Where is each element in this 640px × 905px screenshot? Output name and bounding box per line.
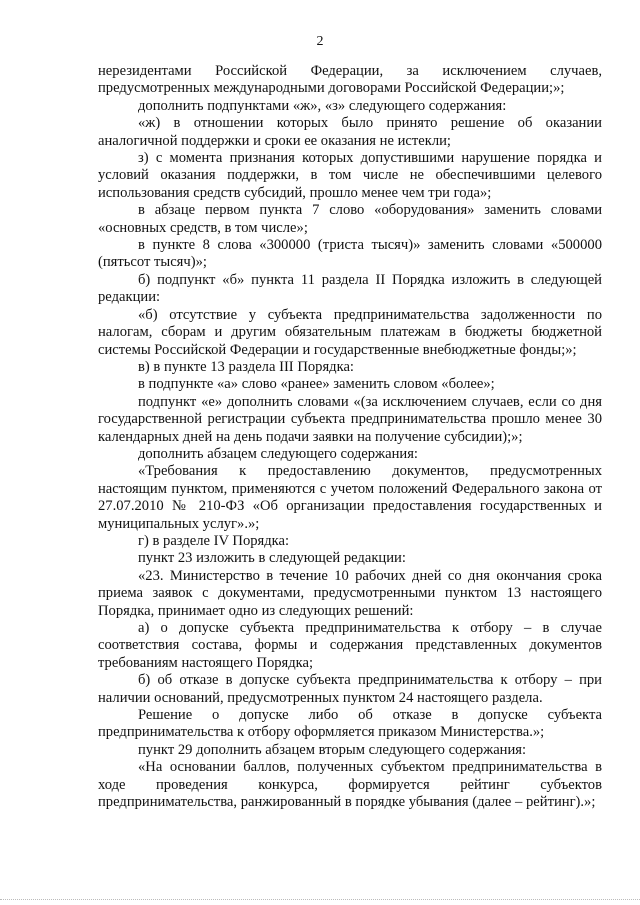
paragraph: в) в пункте 13 раздела III Порядка: (138, 358, 354, 375)
paragraph: дополнить подпунктами «ж», «з» следующего содержания: (138, 97, 507, 114)
paragraph: в пункте 8 слова «300000 (триста тысяч)» заменить словами «500000 (пятьсот тысяч)»; (98, 237, 602, 271)
paragraph: подпункт «е» дополнить словами «(за исключением случаев, если со дня государственной регистрации субъекта предпринимательства прошло менее 30 календарных дней на день подачи заявки на получение субсидии);»; (98, 393, 602, 445)
paragraph: пункт 29 дополнить абзацем вторым следующего содержания: (138, 741, 527, 758)
page-number: 2 (316, 34, 324, 49)
paragraph: а) о допуске субъекта предпринимательства к отбору – в случае соответствия состава, формы и содержания представленных документов требованиям настоящего Порядка; (98, 620, 602, 671)
document-body (98, 63, 602, 811)
paragraph: нерезидентами Российской Федерации, за исключением случаев, предусмотренных международными договорами Российской Федерации;»; (98, 63, 602, 97)
paragraph: в подпункте «а» слово «ранее» заменить словом «более»; (138, 376, 495, 393)
paragraph: «ж) в отношении которых было принято решение об оказании аналогичной поддержки и сроки ее оказания не истекли; (98, 115, 602, 149)
paragraph: г) в разделе IV Порядка: (138, 532, 290, 549)
paragraph: пункт 23 изложить в следующей редакции: (138, 550, 406, 567)
paragraph: Решение о допуске либо об отказе в допуске субъекта предпринимательства к отбору оформляется приказом Министерства.»; (98, 707, 602, 741)
paragraph: б) об отказе в допуске субъекта предпринимательства к отбору – при наличии оснований, предусмотренных пунктом 24 настоящего раздела. (98, 672, 602, 706)
paragraph: б) подпункт «б» пункта 11 раздела II Порядка изложить в следующей редакции: (98, 271, 602, 306)
paragraph: «б) отсутствие у субъекта предпринимательства задолженности по налогам, сборам и другим обязательным платежам в бюджеты бюджетной системы Российской Федерации и государственные внебюджетные фонды;»; (98, 306, 602, 358)
paragraph: в абзаце первом пункта 7 слово «оборудования» заменить словами «основных средств, в том числе»; (98, 202, 602, 236)
page-bottom-edge (0, 899, 640, 900)
paragraph: «На основании баллов, полученных субъектом предпринимательства в ходе проведения конкурса, формируется рейтинг субъектов предпринимательства, ранжированный в порядке убывания (далее – рейтинг).»; (98, 759, 602, 811)
paragraph: «23. Министерство в течение 10 рабочих дней со дня окончания срока приема заявок с документами, предусмотренными пунктом 13 настоящего Порядка, принимает одно из следующих решений: (98, 567, 602, 619)
paragraph: дополнить абзацем следующего содержания: (138, 445, 418, 462)
paragraph: «Требования к предоставлению документов, предусмотренных настоящим пунктом, применяются с учетом положений Федерального закона от 27.07.2010 № 210-ФЗ «Об организации предоставления государственных и муниципальных услуг».»; (98, 463, 602, 532)
paragraph: з) с момента признания которых допустившими нарушение порядка и условий оказания поддержки, в том числе не обеспечившими целевого использования средств субсидий, прошло менее чем три года»; (98, 150, 602, 201)
